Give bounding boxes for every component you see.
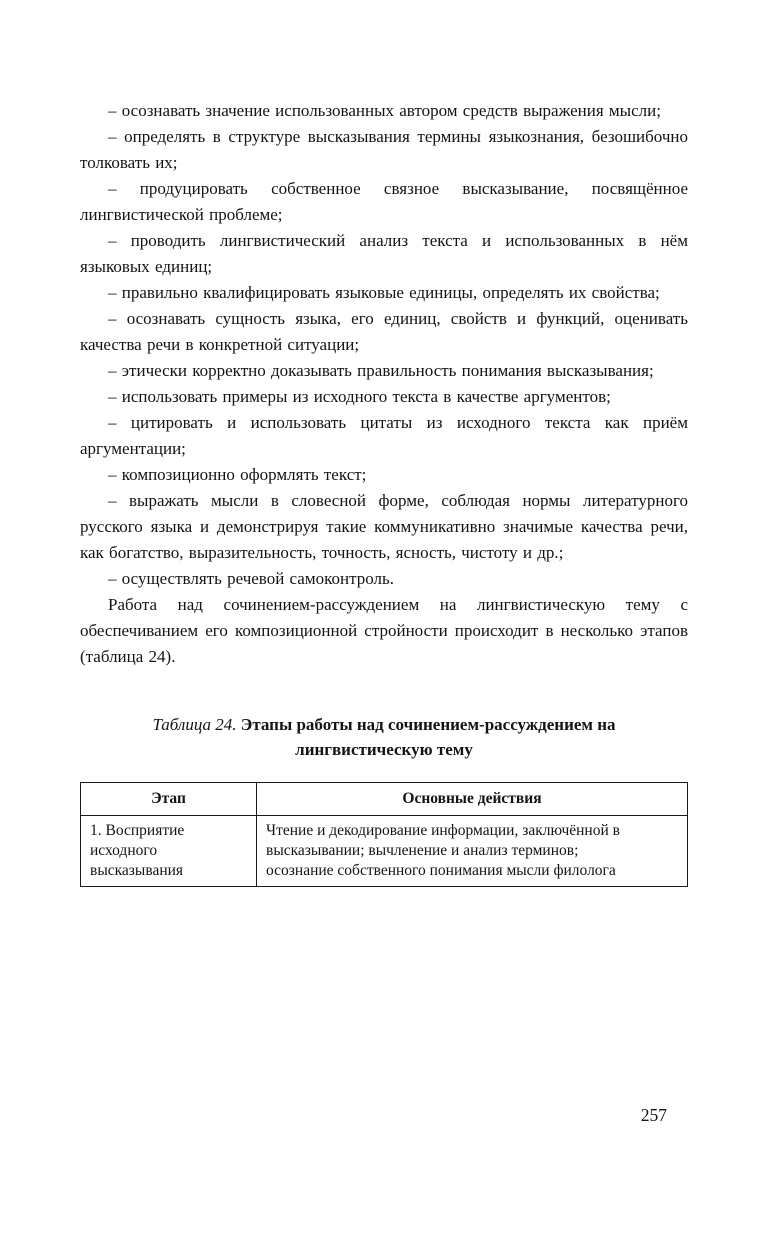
closing-paragraph: Работа над сочинением-рассуждением на лингвистическую тему с обеспечиванием его композиционной стройности происходит в несколько этапов (таблица 24). — [80, 595, 688, 666]
list-item: – использовать примеры из исходного текста в качестве аргументов; — [108, 387, 611, 406]
list-item: – осуществлять речевой самоконтроль. — [108, 569, 394, 588]
list-item: – цитировать и использовать цитаты из исходного текста как приём аргументации; — [80, 413, 688, 458]
list-item: – правильно квалифицировать языковые единицы, определять их свойства; — [108, 283, 660, 302]
table-caption-title: Этапы работы над сочинением-рассуждением на лингвистическую тему — [240, 715, 616, 759]
table-header-actions: Основные действия — [257, 783, 688, 816]
table-caption — [80, 712, 688, 762]
stages-table — [80, 782, 688, 887]
page-number: 257 — [640, 1105, 667, 1125]
table-cell-actions — [257, 816, 688, 887]
list-item: – проводить лингвистический анализ текста и использованных в нём языковых единиц; — [80, 231, 688, 276]
list-item: – этически корректно доказывать правильность понимания высказывания; — [108, 361, 654, 380]
page-content — [80, 98, 688, 887]
table-header-stage: Этап — [81, 783, 257, 816]
list-item: – выражать мысли в словесной форме, соблюдая нормы литературного русского языка и демонстрируя такие коммуникативно значимые качества речи, как богатство, выразительность, точность, ясность, чистоту и др.; — [80, 491, 688, 562]
list-item: – определять в структуре высказывания термины языкознания, безошибочно толковать их; — [80, 127, 688, 172]
list-item: – композиционно оформлять текст; — [108, 465, 367, 484]
table-cell-stage: 1. Восприятие исходного высказывания — [81, 816, 257, 887]
list-item: – продуцировать собственное связное высказывание, посвящённое лингвистической проблеме; — [80, 179, 688, 224]
table-header-row — [81, 783, 688, 816]
list-item: – осознавать сущность языка, его единиц, свойств и функций, оценивать качества речи в конкретной ситуации; — [80, 309, 688, 354]
table-row — [81, 816, 688, 887]
action-line: осознание собственного понимания мысли филолога — [266, 862, 616, 879]
table-caption-label: Таблица 24. — [152, 715, 237, 734]
action-line: Чтение и декодирование информации, заключённой в высказывании; вычленение и анализ терминов; — [266, 822, 620, 859]
list-item: – осознавать значение использованных автором средств выражения мысли; — [108, 101, 661, 120]
